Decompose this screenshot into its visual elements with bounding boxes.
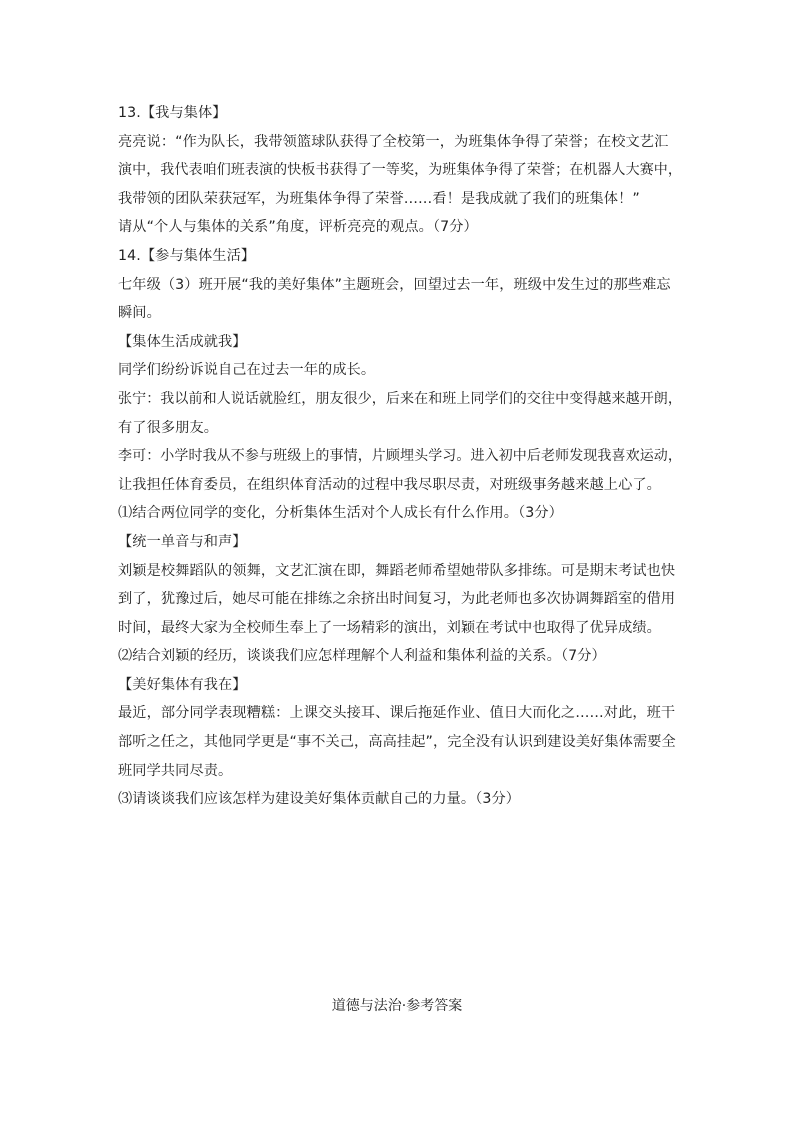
q13-text-line: 演中，我代表咱们班表演的快板书获得了一等奖，为班集体争得了荣誉；在机器人大赛中， <box>118 162 682 179</box>
section-text-line: 有了很多朋友。 <box>118 419 219 436</box>
section-text-line: 张宁：我以前和人说话就脸红，朋友很少，后来在和班上同学们的交往中变得越来越开朗， <box>118 390 682 407</box>
q13-text-line: 亮亮说：“作为队长，我带领篮球队获得了全校第一，为班集体争得了荣誉；在校文艺汇 <box>118 133 669 150</box>
q13-text-line: 我带领的团队荣获冠军，为班集体争得了荣誉……看！是我成就了我们的班集体！” <box>118 190 640 207</box>
sub-question-1: ⑴结合两位同学的变化，分析集体生活对个人成长有什么作用。（3分） <box>118 505 563 522</box>
question-body <box>118 99 684 814</box>
section-heading-collective-life: 【集体生活成就我】 <box>118 333 247 350</box>
q13-prompt: 请从“个人与集体的关系”角度，评析亮亮的观点。（7分） <box>118 219 478 236</box>
q13-heading: 13.【我与集体】 <box>118 105 227 121</box>
section-heading-unison-harmony: 【统一单音与和声】 <box>118 533 247 550</box>
q14-intro-line: 瞬间。 <box>118 305 161 322</box>
q14-heading: 14.【参与集体生活】 <box>118 247 256 264</box>
page-footer: 道德与法治·参考答案 <box>331 998 463 1014</box>
section-text-line: 最近，部分同学表现糟糕：上课交头接耳、课后拖延作业、值日大而化之……对此，班干 <box>118 705 676 722</box>
section-text-line: 让我担任体育委员，在组织体育活动的过程中我尽职尽责，对班级事务越来越上心了。 <box>118 476 661 493</box>
section-text-line: 李可：小学时我从不参与班级上的事情，片顾埋头学习。进入初中后老师发现我喜欢运动， <box>118 448 682 465</box>
sub-question-3: ⑶请谈谈我们应该怎样为建设美好集体贡献自己的力量。（3分） <box>118 791 521 808</box>
sub-question-2: ⑵结合刘颖的经历，谈谈我们应怎样理解个人利益和集体利益的关系。（7分） <box>118 648 606 665</box>
section-text-line: 班同学共同尽责。 <box>118 762 233 779</box>
section-text-line: 同学们纷纷诉说自己在过去一年的成长。 <box>118 362 376 379</box>
section-heading-good-collective: 【美好集体有我在】 <box>118 676 247 693</box>
section-text-line: 到了，犹豫过后，她尽可能在排练之余挤出时间复习，为此老师也多次协调舞蹈室的借用 <box>118 591 676 608</box>
section-text-line: 刘颖是校舞蹈队的领舞，文艺汇演在即，舞蹈老师希望她带队多排练。可是期末考试也快 <box>118 562 676 579</box>
q14-intro-line: 七年级（3）班开展“我的美好集体”主题班会，回望过去一年，班级中发生过的那些难忘 <box>118 276 671 293</box>
section-text-line: 部听之任之，其他同学更是“事不关己，高高挂起”，完全没有认识到建设美好集体需要全 <box>118 734 676 751</box>
section-text-line: 时间，最终大家为全校师生奉上了一场精彩的演出，刘颖在考试中也取得了优异成绩。 <box>118 619 661 636</box>
